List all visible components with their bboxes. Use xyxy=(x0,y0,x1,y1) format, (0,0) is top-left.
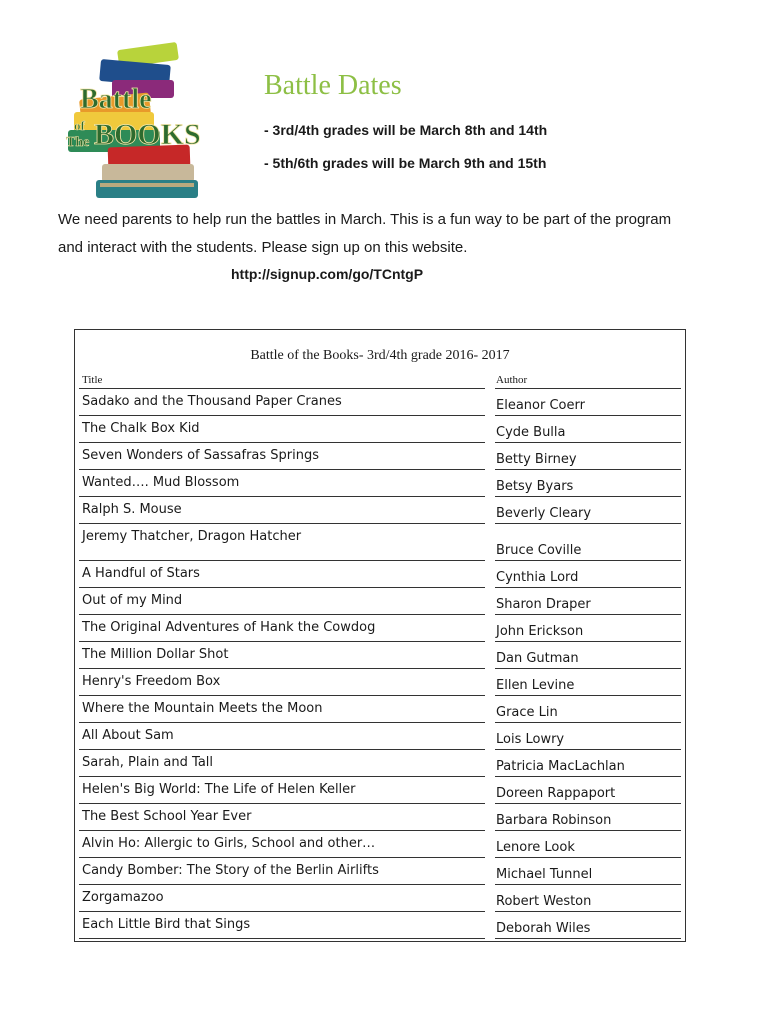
book-title-cell: Jeremy Thatcher, Dragon Hatcher xyxy=(79,524,485,561)
book-author-cell: Grace Lin xyxy=(495,696,681,723)
book-title-cell: Seven Wonders of Sassafras Springs xyxy=(79,443,485,470)
book-author-cell: Eleanor Coerr xyxy=(495,389,681,416)
book-author-cell: Doreen Rappaport xyxy=(495,777,681,804)
book-title-cell: The Million Dollar Shot xyxy=(79,642,485,669)
battle-dates-title: Battle Dates xyxy=(264,70,402,101)
book-author-cell: Patricia MacLachlan xyxy=(495,750,681,777)
book-title-cell: Candy Bomber: The Story of the Berlin Airlifts xyxy=(79,858,485,885)
book-author-cell: Ellen Levine xyxy=(495,669,681,696)
table-row xyxy=(79,858,681,885)
book-title-cell: The Original Adventures of Hank the Cowdog xyxy=(79,615,485,642)
table-row xyxy=(79,912,681,939)
signup-link[interactable]: http://signup.com/go/TCntgP xyxy=(231,266,424,282)
book-list-table xyxy=(74,329,686,942)
table-row xyxy=(79,389,681,416)
book-title-cell: Sadako and the Thousand Paper Cranes xyxy=(79,389,485,416)
table-row xyxy=(79,804,681,831)
book-title-cell: The Best School Year Ever xyxy=(79,804,485,831)
table-row xyxy=(79,750,681,777)
table-row xyxy=(79,831,681,858)
logo-line2: of xyxy=(74,118,85,133)
book-author-cell: Sharon Draper xyxy=(495,588,681,615)
table-row xyxy=(79,642,681,669)
table-row xyxy=(79,524,681,561)
logo-line3: The xyxy=(66,135,90,150)
book-author-cell: Betty Birney xyxy=(495,443,681,470)
book-author-cell: Bruce Coville xyxy=(495,524,681,561)
date-line-3rd-4th: - 3rd/4th grades will be March 8th and 14th xyxy=(264,122,548,138)
table-row xyxy=(79,470,681,497)
logo-line4: BOOKS xyxy=(94,118,201,151)
book-title-cell: Henry's Freedom Box xyxy=(79,669,485,696)
book-author-cell: Deborah Wiles xyxy=(495,912,681,939)
book-title-cell: Ralph S. Mouse xyxy=(79,497,485,524)
table-heading: Battle of the Books- 3rd/4th grade 2016- 2017 xyxy=(250,348,510,363)
table-row xyxy=(79,696,681,723)
table-row xyxy=(79,723,681,750)
book-author-cell: Lenore Look xyxy=(495,831,681,858)
book-author-cell: Beverly Cleary xyxy=(495,497,681,524)
book-title-cell: Out of my Mind xyxy=(79,588,485,615)
book-title-cell: A Handful of Stars xyxy=(79,561,485,588)
table-row xyxy=(79,669,681,696)
title-column-header: Title xyxy=(82,374,103,386)
battle-of-the-books-logo xyxy=(60,42,205,202)
book-author-cell: John Erickson xyxy=(495,615,681,642)
intro-paragraph: We need parents to help run the battles in March. This is a fun way to be part of the program and interact with the students. Please sign up on this website. xyxy=(58,211,672,256)
book-author-cell: Michael Tunnel xyxy=(495,858,681,885)
book-title-cell: The Chalk Box Kid xyxy=(79,416,485,443)
table-row xyxy=(79,443,681,470)
book-author-cell: Robert Weston xyxy=(495,885,681,912)
book-author-cell: Cynthia Lord xyxy=(495,561,681,588)
author-column-header: Author xyxy=(496,374,528,386)
book-author-cell: Lois Lowry xyxy=(495,723,681,750)
book-title-cell: All About Sam xyxy=(79,723,485,750)
book-title-cell: Alvin Ho: Allergic to Girls, School and other… xyxy=(79,831,485,858)
table-row xyxy=(79,561,681,588)
book-author-cell: Betsy Byars xyxy=(495,470,681,497)
book-title-cell: Sarah, Plain and Tall xyxy=(79,750,485,777)
book-title-cell: Each Little Bird that Sings xyxy=(79,912,485,939)
book-title-cell: Wanted…. Mud Blossom xyxy=(79,470,485,497)
book-title-cell: Where the Mountain Meets the Moon xyxy=(79,696,485,723)
book-title-cell: Zorgamazoo xyxy=(79,885,485,912)
book-author-cell: Cyde Bulla xyxy=(495,416,681,443)
table-row xyxy=(79,588,681,615)
table-row xyxy=(79,885,681,912)
table-row xyxy=(79,416,681,443)
table-row xyxy=(79,497,681,524)
logo-line1: Battle xyxy=(80,84,152,115)
book-title-cell: Helen's Big World: The Life of Helen Keller xyxy=(79,777,485,804)
book-author-cell: Barbara Robinson xyxy=(495,804,681,831)
date-line-5th-6th: - 5th/6th grades will be March 9th and 15th xyxy=(264,155,547,171)
table-row xyxy=(79,777,681,804)
book-author-cell: Dan Gutman xyxy=(495,642,681,669)
table-row xyxy=(79,615,681,642)
